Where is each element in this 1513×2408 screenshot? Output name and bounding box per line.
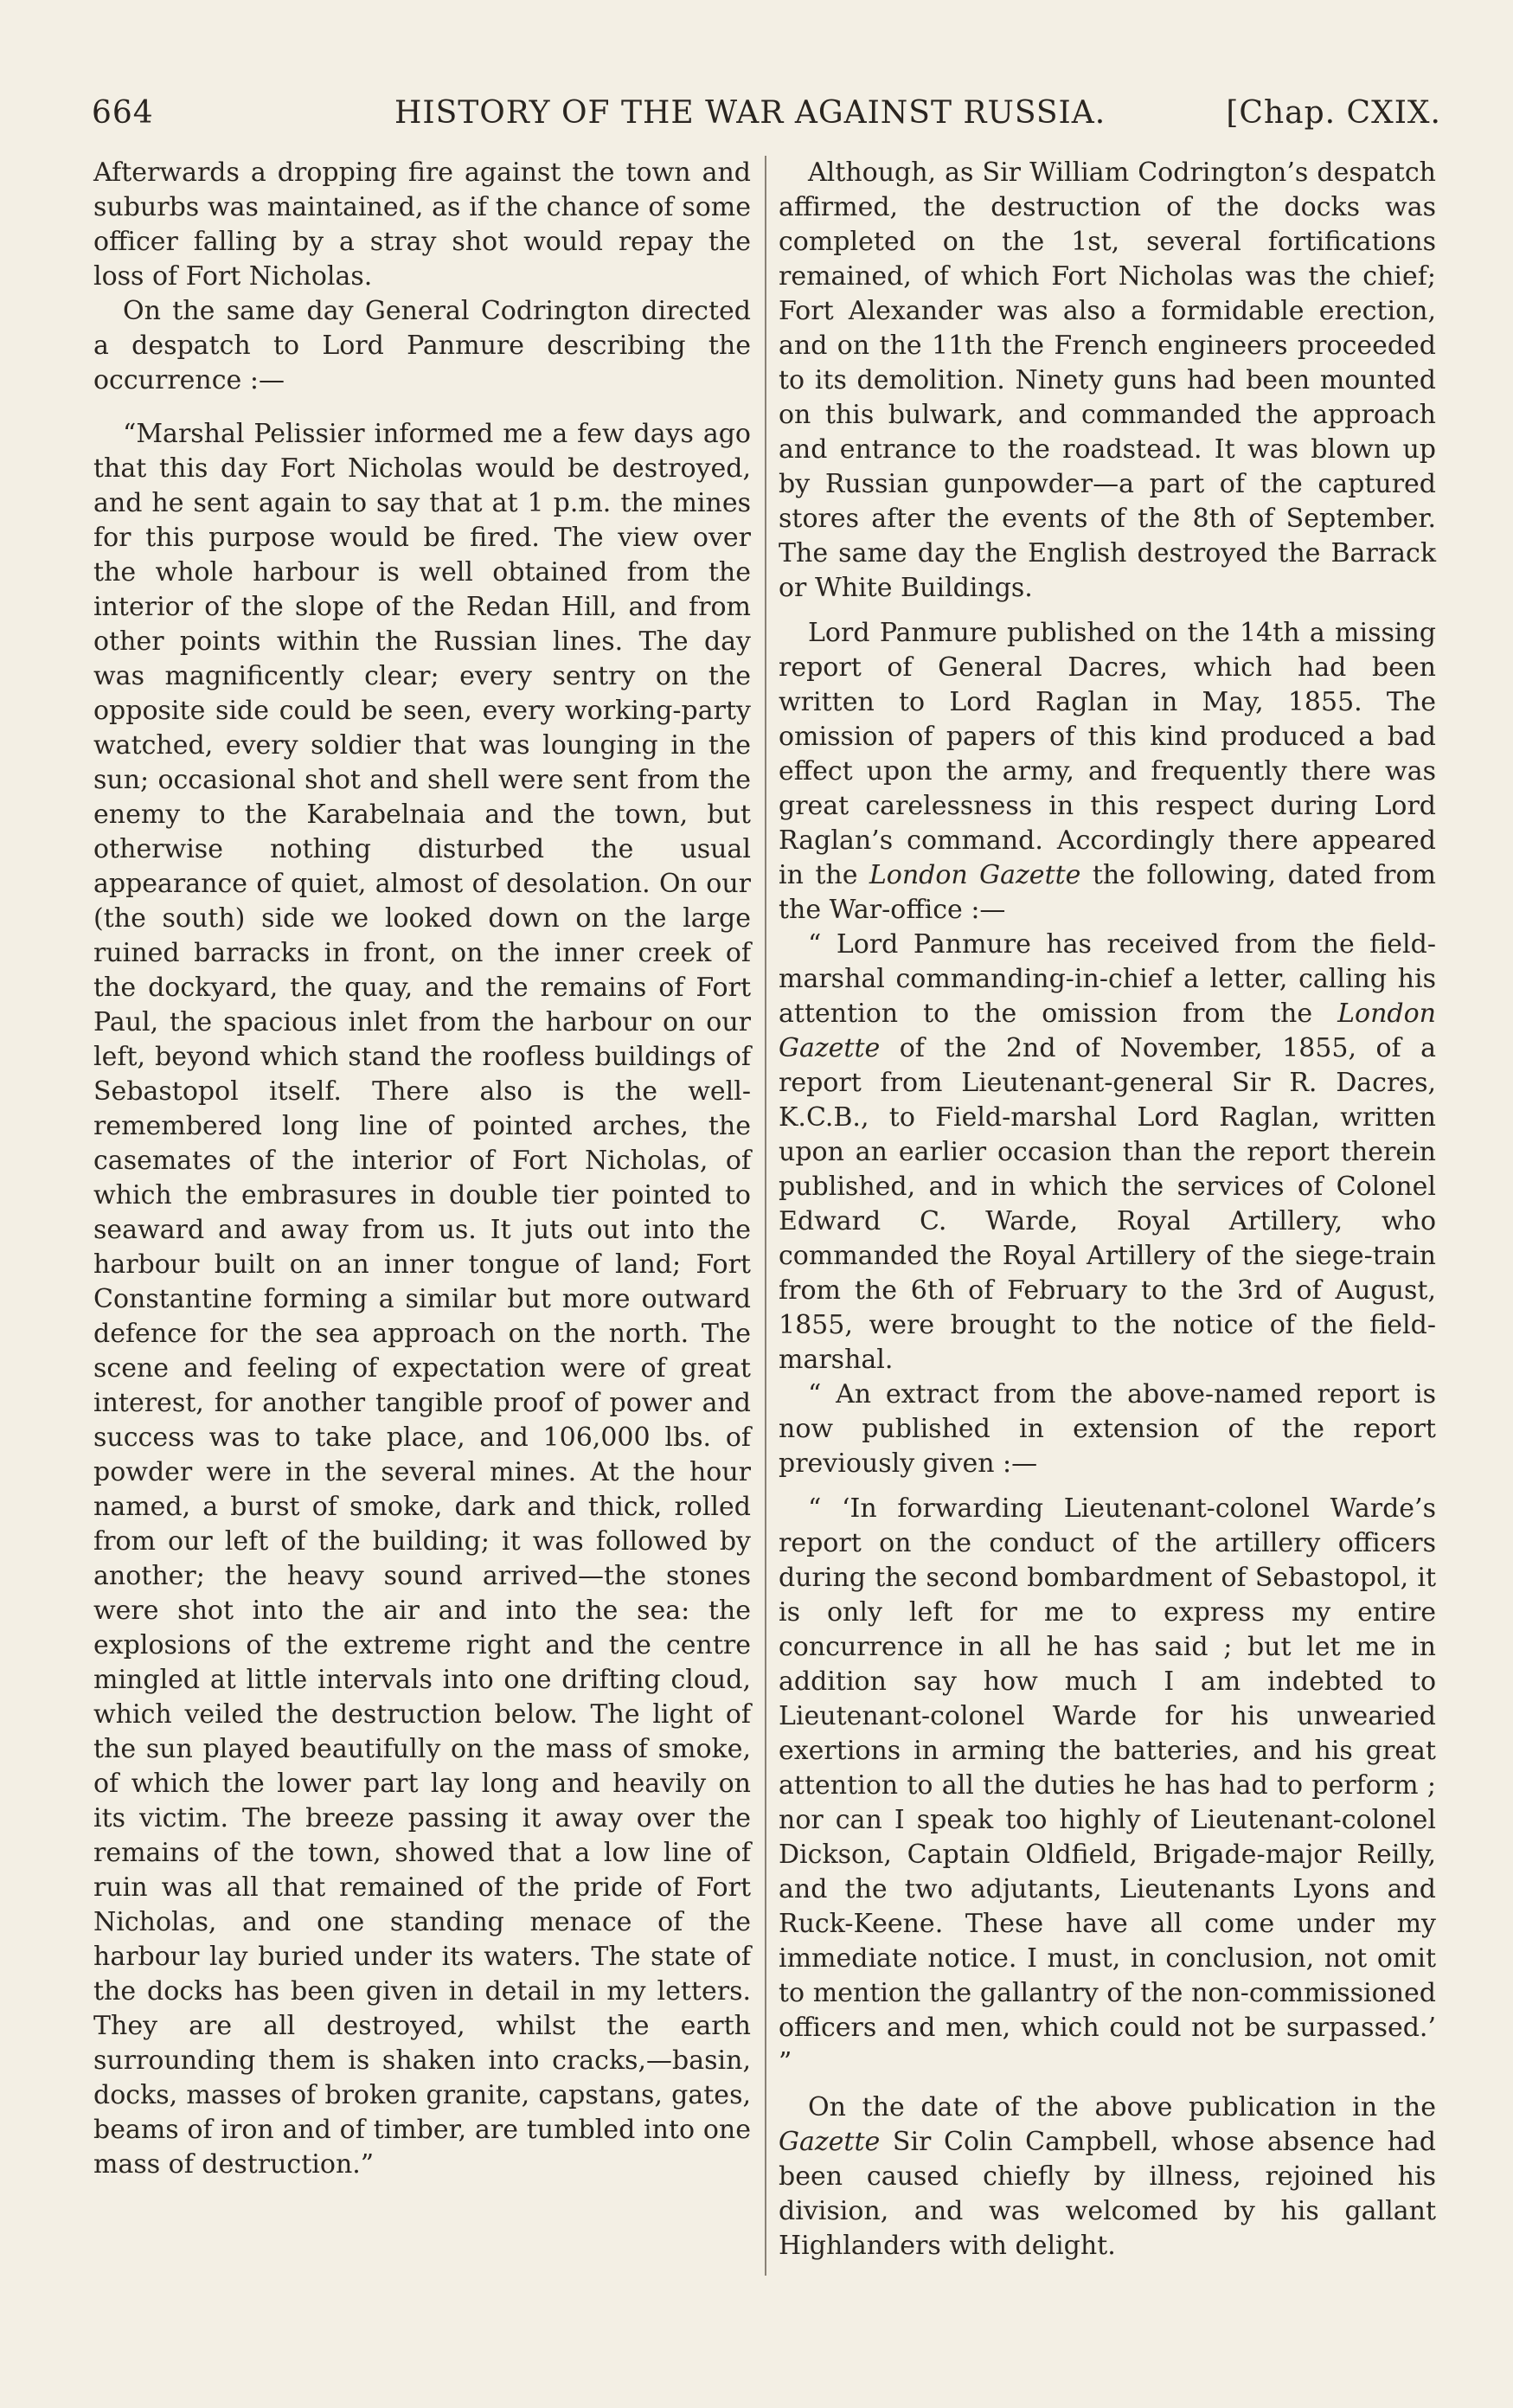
running-title: HISTORY OF THE WAR AGAINST RUSSIA. [394,95,1106,131]
page-number: 664 [92,95,154,131]
italic-title: Gazette [779,2127,881,2157]
paragraph: “ ‘In forwarding Lieutenant-colonel Warde’s report on the conduct of the artillery officers during the second bombardment of Sebastopol, it is only left for me to express my entire concurrence in all he has said ; but let me in addition say how much I am indebted to Lieutenant-colonel Warde for his unwearied exertions in arming the batteries, and his great attention to all the duties he has had to perform ; nor can I speak too highly of Lieutenant-colonel Dickson, Captain Oldfield, Brigade-major Reilly, and the two adjutants, Lieutenants Lyons and Ruck-Keene. These have all come under my immediate notice. I must, in conclusion, not omit to mention the gallantry of the non-commissioned officers and men, which could not be surpassed.’ ” [779,1493,1436,2077]
left-column [93,156,751,2182]
quoted-despatch: “Marshal Pelissier informed me a few days ago that this day Fort Nicholas would be destroyed, and he sent again to say that at 1 p.m. the mines for this purpose would be fired. The view over the whole harbour is well obtained from the interior of the slope of the Redan Hill, and from other points within the Russian lines. The day was magnificently clear; every sentry on the opposite side could be seen, every working-party watched, every soldier that was lounging in the sun; occasional shot and shell were sent from the enemy to the Karabelnaia and the town, but otherwise nothing disturbed the usual appearance of quiet, almost of desolation. On our (the south) side we looked down on the large ruined barracks in front, on the inner creek of the dockyard, the quay, and the remains of Fort Paul, the spacious inlet from the harbour on our left, beyond which stand the roofless buildings of Sebastopol itself. There also is the well-remembered long line of pointed arches, the casemates of the interior of Fort Nicholas, of which the embrasures in double tier pointed to seaward and away from us. It juts out into the harbour built on an inner tongue of land; Fort Constantine forming a similar but more outward defence for the sea approach on the north. The scene and feeling of expectation were of great interest, for another tangible proof of power and success was to take place, and 106,000 lbs. of powder were in the several mines. At the hour named, a burst of smoke, dark and thick, rolled from our left of the building; it was followed by another; the heavy sound arrived—the stones were shot into the air and into the sea: the explosions of the extreme right and the centre mingled at little intervals into one drifting cloud, which veiled the destruction below. The light of the sun played beautifully on the mass of smoke, of which the lower part lay long and heavily on its victim. The breeze passing it away over the remains of the town, showed that a low line of ruin was all that remained of the pride of Fort Nicholas, and one standing menace of the harbour lay buried under its waters. The state of the docks has been given in detail in my letters. They are all destroyed, whilst the earth surrounding them is shaken into cracks,—basin, docks, masses of broken granite, capstans, gates, beams of iron and of timber, are tumbled into one mass of destruction.” [93,419,751,2180]
paragraph: Afterwards a dropping fire against the town and suburbs was maintained, as if the chance of some officer falling by a stray shot would repay the loss of Fort Nicholas. [93,157,751,292]
italic-title: London Gazette [869,860,1081,890]
italic-title: London Gazette [779,999,1436,1063]
column-divider [765,156,766,2276]
running-header [92,88,1441,140]
right-column [779,156,1436,2264]
paragraph: Lord Panmure published on the 14th a missing report of General Dacres, which had been written to Lord Raglan in May, 1855. The omission of papers of this kind produced a bad effect upon the army, and frequently there was great carelessness in this respect during Lord Raglan’s command. Accordingly there appeared in the London Gazette the following, dated from the War-office :— [779,618,1436,925]
chapter-label: [Chap. CXIX. [1226,95,1441,131]
paragraph: “ An extract from the above-named report is now published in extension of the report previously given :— [779,1379,1436,1479]
paragraph: “ Lord Panmure has received from the field-marshal commanding-in-chief a letter, calling his attention to the omission from the London Gazette of the 2nd of November, 1855, of a report from Lieutenant-general Sir R. Dacres, K.C.B., to Field-marshal Lord Raglan, written upon an earlier occasion than the report therein published, and in which the services of Colonel Edward C. Warde, Royal Artillery, who commanded the Royal Artillery of the siege-train from the 6th of February to the 3rd of August, 1855, were brought to the notice of the field-marshal. [779,929,1436,1375]
paragraph: On the same day General Codrington directed a despatch to Lord Panmure describing the occurrence :— [93,296,751,395]
paragraph: On the date of the above publication in the Gazette Sir Colin Campbell, whose absence had been caused chiefly by illness, rejoined his division, and was welcomed by his gallant Highlanders with delight. [779,2092,1436,2261]
paragraph: Although, as Sir William Codrington’s despatch affirmed, the destruction of the docks was completed on the 1st, several fortifications remained, of which Fort Nicholas was the chief; Fort Alexander was also a formidable erection, and on the 11th the French engineers proceeded to its demolition. Ninety guns had been mounted on this bulwark, and commanded the approach and entrance to the roadstead. It was blown up by Russian gunpowder—a part of the captured stores after the events of the 8th of September. The same day the English destroyed the Barrack or White Buildings. [779,157,1436,603]
